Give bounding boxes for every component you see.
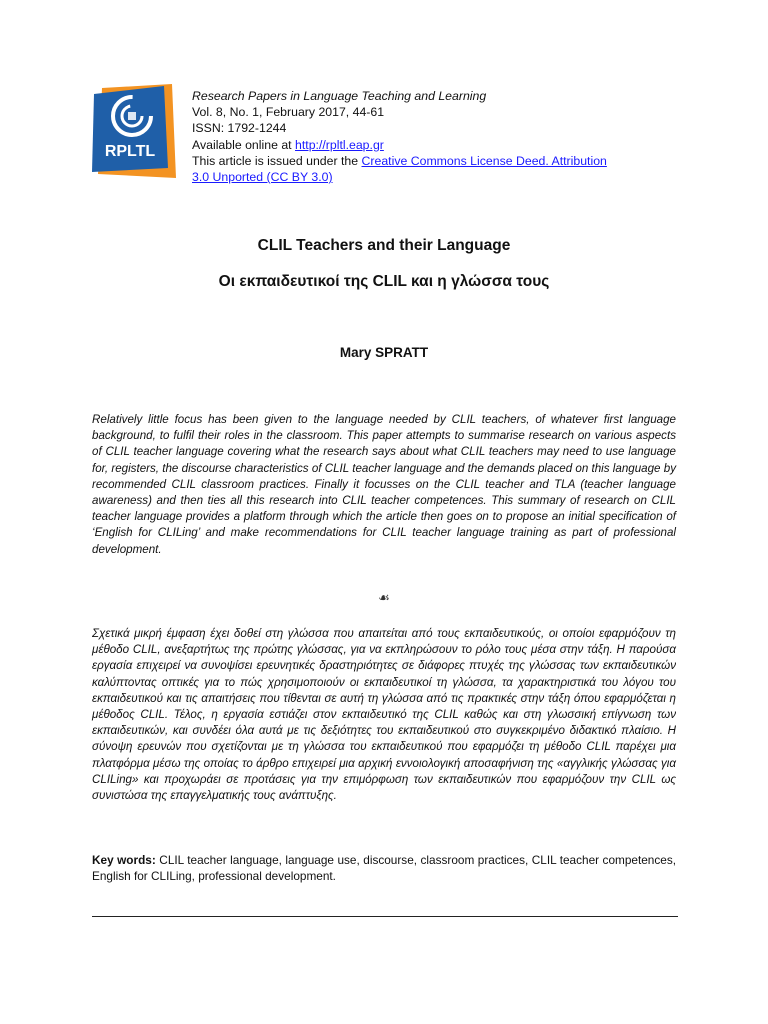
license-link-part1[interactable]: Creative Commons License Deed. Attribution <box>361 153 607 168</box>
journal-info <box>192 88 662 185</box>
fleuron-separator-icon: ☙ <box>378 590 390 605</box>
available-online-line <box>192 137 662 153</box>
journal-website-link[interactable]: http://rpltl.eap.gr <box>295 137 384 152</box>
abstract-english: Relatively little focus has been given to the language needed by CLIL teachers, of whatever first language background, to fulfil their roles in the classroom. This paper attempts to summarise research on various aspects of CLIL teacher language covering what the research says about what CLIL teachers may need to use language for, registers, the discourse characteristics of CLIL teacher language and the demands placed on this language by recommended CLIL classroom practices. Finally it focusses on the CLIL teacher and TLA (teacher language awareness) and then ties all this research into CLIL teacher competences. This summary of research on CLIL teacher language provides a platform through which the article then goes on to propose an initial specification of ‘English for CLILing’ and make recommendations for CLIL teacher language training as part of professional development. <box>92 413 676 556</box>
keywords-label: Key words: <box>92 853 156 867</box>
footer-rule <box>92 916 678 917</box>
journal-name: Research Papers in Language Teaching and Learning <box>192 89 487 103</box>
available-online-label: Available online at <box>192 137 296 152</box>
rpltl-logo <box>92 82 178 178</box>
license-line-2 <box>192 169 662 185</box>
article-title-english: CLIL Teachers and their Language <box>257 237 511 254</box>
journal-volume: Vol. 8, No. 1, February 2017, 44-61 <box>192 105 385 120</box>
abstract-greek: Σχετικά μικρή έμφαση έχει δοθεί στη γλώσσα που απαιτείται από τους εκπαιδευτικούς, οι οποίοι εφαρμόζουν τη μέθοδο CLIL, ανεξαρτήτως της πρώτης γλώσσας, για να εκπληρώσουν το ρόλο τους μέσα στην τάξη. Η παρούσα εργασία επιχειρεί να συνοψίσει ερευνητικές δραστηριότητες σε διάφορες πτυχές της γλώσσας των εκπαιδευτικών καλύπτοντας οπτικές για το πώς χρησιμοποιούν οι εκπαιδευτικοί τη γλώσσα, τα χαρακτηριστικά του λόγου του εκπαιδευτικού και τις απαιτήσεις που τίθενται σε αυτή τη γλώσσα από τις πρακτικές στην τάξη όπου εφαρμόζεται η μέθοδος CLIL. Τέλος, η εργασία εστιάζει στον εκπαιδευτικό της CLIL καθώς και στη γλωσσική επίγνωση των εκπαιδευτικών, και συνδέει όλα αυτά με τις δεξιότητες του εκπαιδευτικού στο συγκεκριμένο διδακτικό πλαίσιο. Η σύνοψη ερευνών που σχετίζονται με τη γλώσσα του εκπαιδευτικού που εφαρμόζει τη μέθοδο CLIL παρέχει μια πλατφόρμα μέσω της οποίας το άρθρο επιχειρεί μια αρχική εννοιολογική αποσαφήνιση της «αγγλικής γλώσσας για CLILing» και προχωράει σε προτάσεις για την επιμόρφωση των εκπαιδευτικών που εφαρμόζουν την CLIL ως συνιστώσα της επαγγελματικής τους ανάπτυξης. <box>92 627 676 803</box>
author-name: Mary SPRATT <box>339 345 429 360</box>
article-title-greek: Οι εκπαιδευτικοί της CLIL και η γλώσσα τους <box>218 273 550 290</box>
logo-text: RPLTL <box>104 143 156 160</box>
journal-issn: ISSN: 1792-1244 <box>192 121 287 136</box>
keywords <box>92 852 676 884</box>
keywords-text: CLIL teacher language, language use, discourse, classroom practices, CLIL teacher competences, English for CLILing, professional development. <box>92 853 677 884</box>
license-link-part2[interactable]: 3.0 Unported (CC BY 3.0) <box>192 170 333 185</box>
license-line <box>192 153 662 169</box>
license-label: This article is issued under the <box>192 153 362 168</box>
